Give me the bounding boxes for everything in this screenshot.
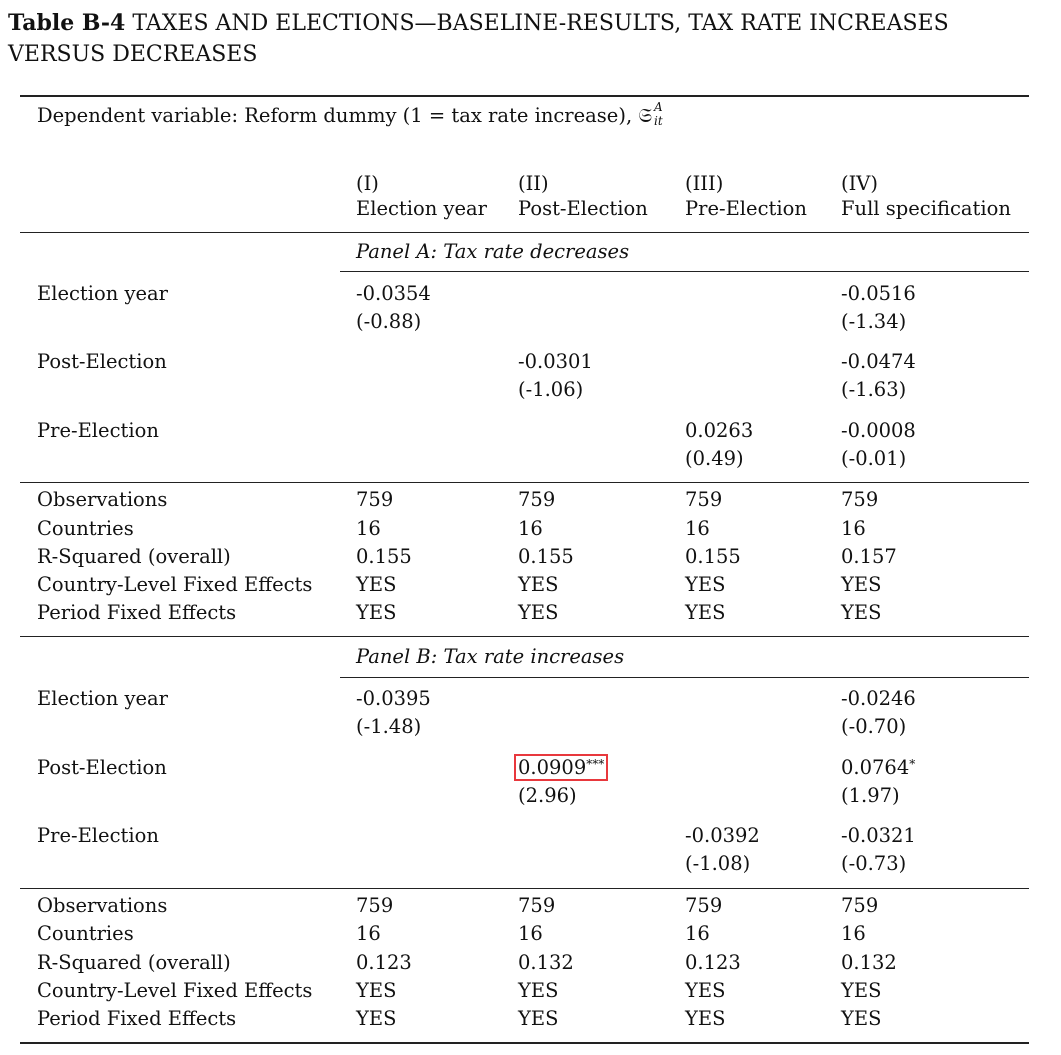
stat-value: 16 [518, 517, 543, 540]
stat-value: YES [685, 601, 726, 624]
stat-label: Observations [37, 894, 168, 917]
col-header-label-3: Pre-Election [685, 197, 807, 220]
stat-value: YES [356, 573, 397, 596]
stat-value: 0.132 [841, 951, 897, 974]
row-label: Post-Election [37, 756, 167, 779]
tstat-cell: (-1.06) [518, 378, 584, 401]
coef-cell: -0.0321 [841, 824, 916, 847]
coef-cell: -0.0474 [841, 350, 916, 373]
dependent-subsup [652, 100, 670, 128]
stat-value: 759 [356, 488, 394, 511]
stat-value: YES [685, 1007, 726, 1030]
panel-b-top-rule [20, 636, 1029, 637]
table-number: Table B-4 [8, 10, 126, 36]
col-header-label-4: Full specification [841, 197, 1011, 220]
stat-label: Country-Level Fixed Effects [37, 573, 313, 596]
table-title [8, 8, 1048, 70]
stat-value: 0.155 [518, 545, 574, 568]
stat-value: YES [518, 601, 559, 624]
header-rule [20, 232, 1029, 233]
tstat-cell: (0.49) [685, 447, 744, 470]
stat-value: YES [518, 979, 559, 1002]
panel-a-title: Panel A: Tax rate decreases [356, 240, 630, 263]
stat-value: 16 [356, 922, 381, 945]
stat-value: 16 [841, 517, 866, 540]
stat-value: 0.132 [518, 951, 574, 974]
stat-value: YES [685, 573, 726, 596]
stat-value: YES [841, 979, 882, 1002]
row-label: Pre-Election [37, 824, 159, 847]
dependent-variable [37, 100, 670, 128]
stat-value: YES [841, 1007, 882, 1030]
stat-value: 0.123 [356, 951, 412, 974]
dependent-variable-text: Dependent variable: Reform dummy (1 = tax rate increase), [37, 104, 633, 127]
tstat-cell: (-1.48) [356, 715, 422, 738]
highlight-box [516, 756, 606, 779]
stat-value: 16 [518, 922, 543, 945]
stat-value: 16 [685, 517, 710, 540]
stat-label: Observations [37, 488, 168, 511]
stat-value: YES [841, 573, 882, 596]
coef-cell-highlighted [518, 756, 606, 780]
row-label: Election year [37, 687, 169, 710]
panel-b-title: Panel B: Tax rate increases [356, 645, 625, 668]
stat-value: 759 [518, 488, 556, 511]
stat-value: YES [356, 601, 397, 624]
tstat-cell: (1.97) [841, 784, 900, 807]
stat-value: YES [356, 979, 397, 1002]
stat-value: YES [685, 979, 726, 1002]
tstat-cell: (-0.01) [841, 447, 907, 470]
stat-value: 759 [841, 894, 879, 917]
tstat-cell: (2.96) [518, 784, 577, 807]
stat-value: 759 [841, 488, 879, 511]
tstat-cell: (-0.70) [841, 715, 907, 738]
row-label: Pre-Election [37, 419, 159, 442]
stat-value: 759 [518, 894, 556, 917]
table-caption: TAXES AND ELECTIONS—BASELINE-RESULTS, TAX RATE INCREASES VERSUS DECREASES [8, 11, 949, 67]
stat-label: R-Squared (overall) [37, 545, 231, 568]
row-label: Election year [37, 282, 169, 305]
panel-a-rule [340, 271, 1029, 272]
col-header-num-4: (IV) [841, 172, 879, 195]
stat-value: 0.157 [841, 545, 897, 568]
coef-cell: 0.0263 [685, 419, 754, 442]
tstat-cell: (-1.08) [685, 852, 751, 875]
stat-label: R-Squared (overall) [37, 951, 231, 974]
coef-value: 0.0764 [841, 756, 910, 779]
coef-cell: -0.0008 [841, 419, 916, 442]
stat-value: YES [841, 601, 882, 624]
top-rule [20, 95, 1029, 97]
stat-value: 0.155 [356, 545, 412, 568]
col-header-label-2: Post-Election [518, 197, 648, 220]
significance-stars: * [909, 757, 916, 771]
stat-value: 0.123 [685, 951, 741, 974]
coef-cell [841, 756, 915, 780]
dependent-sup: A [654, 100, 663, 114]
significance-stars: *** [586, 757, 605, 771]
col-header-num-1: (I) [356, 172, 379, 195]
stat-value: 16 [841, 922, 866, 945]
coef-cell: -0.0392 [685, 824, 760, 847]
col-header-label-1: Election year [356, 197, 488, 220]
coef-cell: -0.0354 [356, 282, 431, 305]
panel-a-stats-rule [20, 482, 1029, 483]
coef-cell: -0.0301 [518, 350, 593, 373]
coef-cell: -0.0516 [841, 282, 916, 305]
stat-value: 759 [685, 488, 723, 511]
panel-b-rule [340, 677, 1029, 678]
stat-value: 16 [356, 517, 381, 540]
col-header-num-2: (II) [518, 172, 549, 195]
tstat-cell: (-0.73) [841, 852, 907, 875]
tstat-cell: (-1.34) [841, 310, 907, 333]
coef-value: 0.0909 [518, 756, 587, 779]
panel-b-stats-rule [20, 888, 1029, 889]
dependent-sub: it [654, 114, 663, 128]
stat-label: Period Fixed Effects [37, 1007, 237, 1030]
stat-value: 759 [685, 894, 723, 917]
coef-cell: -0.0246 [841, 687, 916, 710]
dependent-symbol: 𝔖 [638, 104, 653, 127]
stat-value: 16 [685, 922, 710, 945]
stat-value: YES [518, 1007, 559, 1030]
stat-label: Period Fixed Effects [37, 601, 237, 624]
bottom-rule [20, 1042, 1029, 1044]
tstat-cell: (-0.88) [356, 310, 422, 333]
row-label: Post-Election [37, 350, 167, 373]
coef-cell: -0.0395 [356, 687, 431, 710]
stat-label: Countries [37, 922, 134, 945]
tstat-cell: (-1.63) [841, 378, 907, 401]
stat-label: Countries [37, 517, 134, 540]
col-header-num-3: (III) [685, 172, 724, 195]
stat-value: YES [356, 1007, 397, 1030]
stat-value: 0.155 [685, 545, 741, 568]
stat-value: YES [518, 573, 559, 596]
stat-value: 759 [356, 894, 394, 917]
stat-label: Country-Level Fixed Effects [37, 979, 313, 1002]
